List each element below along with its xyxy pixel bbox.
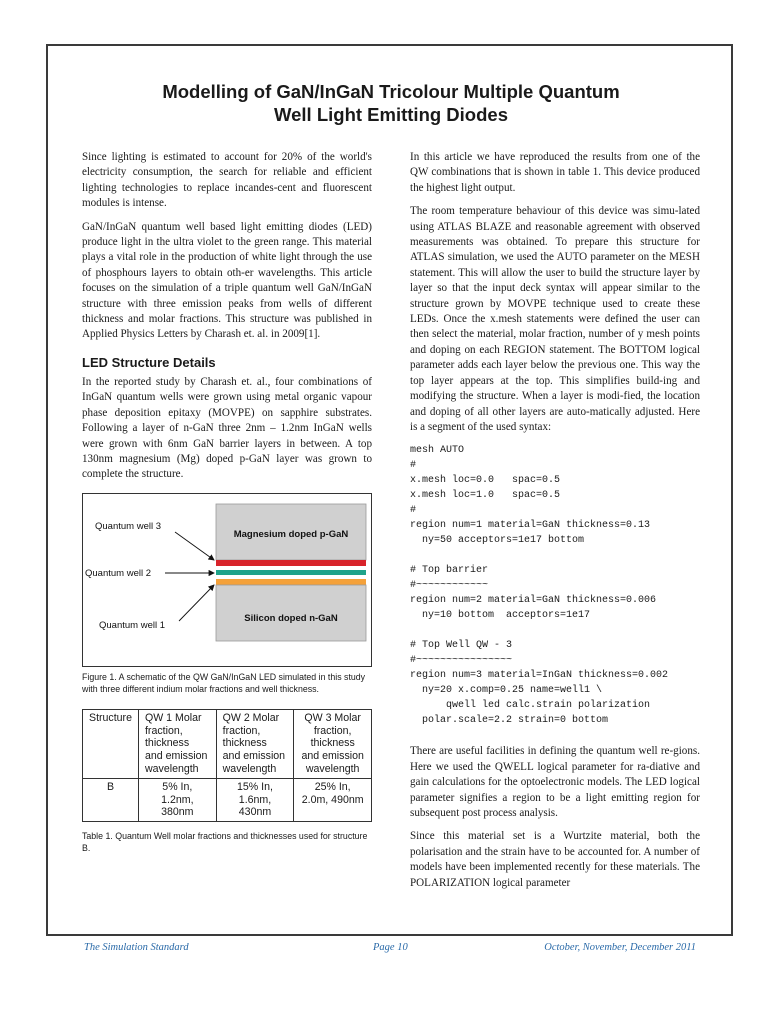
quantum-well-2-stripe — [216, 570, 366, 575]
figure-caption: Figure 1. A schematic of the QW GaN/InGaN LED simulated in this study with three different indium molar fractions and well thickness. — [82, 671, 366, 694]
title-line-1: Modelling of GaN/InGaN Tricolour Multiple Quantum — [162, 81, 620, 102]
table-header-cell: Structure — [83, 709, 139, 778]
quantum-well-2-label: Quantum well 2 — [85, 567, 152, 579]
paragraph-reproduced-results: In this article we have reproduced the results from one of the QW combinations that is shown in table 1. This device produced the highest light output. — [410, 151, 700, 194]
table-row-label: B — [83, 778, 139, 821]
barrier-stripe — [216, 566, 366, 570]
footer-date: October, November, December 2011 — [544, 942, 696, 953]
title-line-2: Well Light Emitting Diodes — [274, 104, 508, 125]
quantum-well-table — [82, 709, 372, 822]
quantum-well-3-label: Quantum well 3 — [95, 520, 162, 532]
paragraph-qwell: There are useful facilities in defining the quantum well re-gions. Here we used the QWELL logical parameter for ra-diative and gain calculations for the optoelectronic models. The LED logical parameter signifies a region to be a light emitting region for subsequent post process analysis. — [410, 745, 700, 819]
led-schematic-diagram — [83, 494, 371, 666]
table-header-cell: QW 2 Molar fraction, thickness and emission wavelength — [216, 709, 294, 778]
left-column — [82, 150, 372, 854]
paragraph-simulation-setup: The room temperature behaviour of this device was simu-lated using ATLAS BLAZE and reasonable agreement with observed measurements was obtained. To prepare this structure for ATLAS simulation, we used the AUTO parameter on the MESH statement. This will allow the user to build the structure layer by layer so that the input deck syntax will appear similar to the structure grown by MOVPE technique used to create these LEDs. Once the x.mesh statements were defined the user can then select the material, molar fraction, number of y mesh points and doping on each REGION statement. The BOTTOM logical parameter adds each layer below the previous one. This way the top layer appears at the top. This simplifies build-ing and modifying the structure. When a layer is modi-fied, the location and doping of all other layers are auto-matically adjusted. Here is a segment of the used syntax: — [410, 205, 700, 433]
section-heading-led-structure: LED Structure Details — [82, 354, 216, 370]
table-header-cell: QW 3 Molar fraction, thickness and emission wavelength — [294, 709, 372, 778]
table-caption: Table 1. Quantum Well molar fractions and thicknesses used for structure B. — [82, 831, 368, 854]
paragraph-structure-details: In the reported study by Charash et. al., four combinations of InGaN quantum wells were grown using metal organic vapour phase deposition epitaxy (MOVPE) on sapphire substrates. Following a layer of n-GaN three 2nm – 1.2nm InGaN wells were grown with 6nm GaN barrier layers in between. A top 130nm magnesium (Mg) doped p-GaN layer was grown to complete the structure. — [82, 375, 372, 481]
code-listing: mesh AUTO # x.mesh loc=0.0 spac=0.5 x.mesh loc=1.0 spac=0.5 # region num=1 material=GaN thickness=0.13 ny=50 acceptors=1e17 bottom # Top barrier #~~~~~~~~~~~~ region num=2 material=GaN thickness=0.006 ny=10 bottom acceptors=1e17 # Top Well QW - 3 #~~~~~~~~~~~~~~~~ region num=3 material=InGaN thickness=0.002 ny=20 x.comp=0.25 name=well1 \ qwell led calc.strain polarization polar.scale=2.2 strain=0 bottom — [410, 445, 669, 727]
quantum-well-1-label: Quantum well 1 — [99, 619, 166, 631]
table-header-cell: QW 1 Molar fraction, thickness and emission wavelength — [138, 709, 216, 778]
quantum-well-1-stripe — [216, 579, 366, 585]
table-row — [83, 778, 372, 821]
arrow-qw3 — [175, 532, 214, 560]
arrow-qw1 — [179, 585, 214, 621]
footer-publication: The Simulation Standard — [84, 942, 189, 953]
paragraph-intro: Since lighting is estimated to account for 20% of the world's electricity consumption, the search for reliable and efficient lighting technologies to replace incandes-cent and fluorescent modules is intense. — [82, 151, 372, 210]
figure-led-schematic — [82, 493, 372, 667]
p-gan-label: Magnesium doped p-GaN — [233, 528, 349, 540]
right-column — [410, 150, 700, 899]
footer-page-number: Page 10 — [373, 942, 408, 953]
paragraph-gan-ingan: GaN/InGaN quantum well based light emitting diodes (LED) produce light in the ultra violet to the green range. This material plays a vital role in the production of white light through the use of phosphours layers to obtain oth-er wavelengths. This article focuses on the simulation of a triple quantum well GaN/InGaN structure with three emission peaks from wells of different thickness and molar fractions. This structure was published in Applied Physics Letters by Charash et. al. in 2009[1]. — [82, 220, 372, 341]
paragraph-wurtzite: Since this material set is a Wurtzite material, both the polarisation and the strain have to be accounted for. A number of models have been implemented recently for these materials. The POLARIZATION logical parameter — [410, 830, 700, 889]
table-cell: 25% In, 2.0m, 490nm — [294, 778, 372, 821]
quantum-well-3-stripe — [216, 560, 366, 566]
table-header-row — [83, 709, 372, 778]
article-title — [70, 80, 712, 126]
n-gan-label: Silicon doped n-GaN — [244, 612, 338, 624]
table-cell: 5% In, 1.2nm, 380nm — [138, 778, 216, 821]
barrier-stripe — [216, 575, 366, 579]
table-cell: 15% In, 1.6nm, 430nm — [216, 778, 294, 821]
